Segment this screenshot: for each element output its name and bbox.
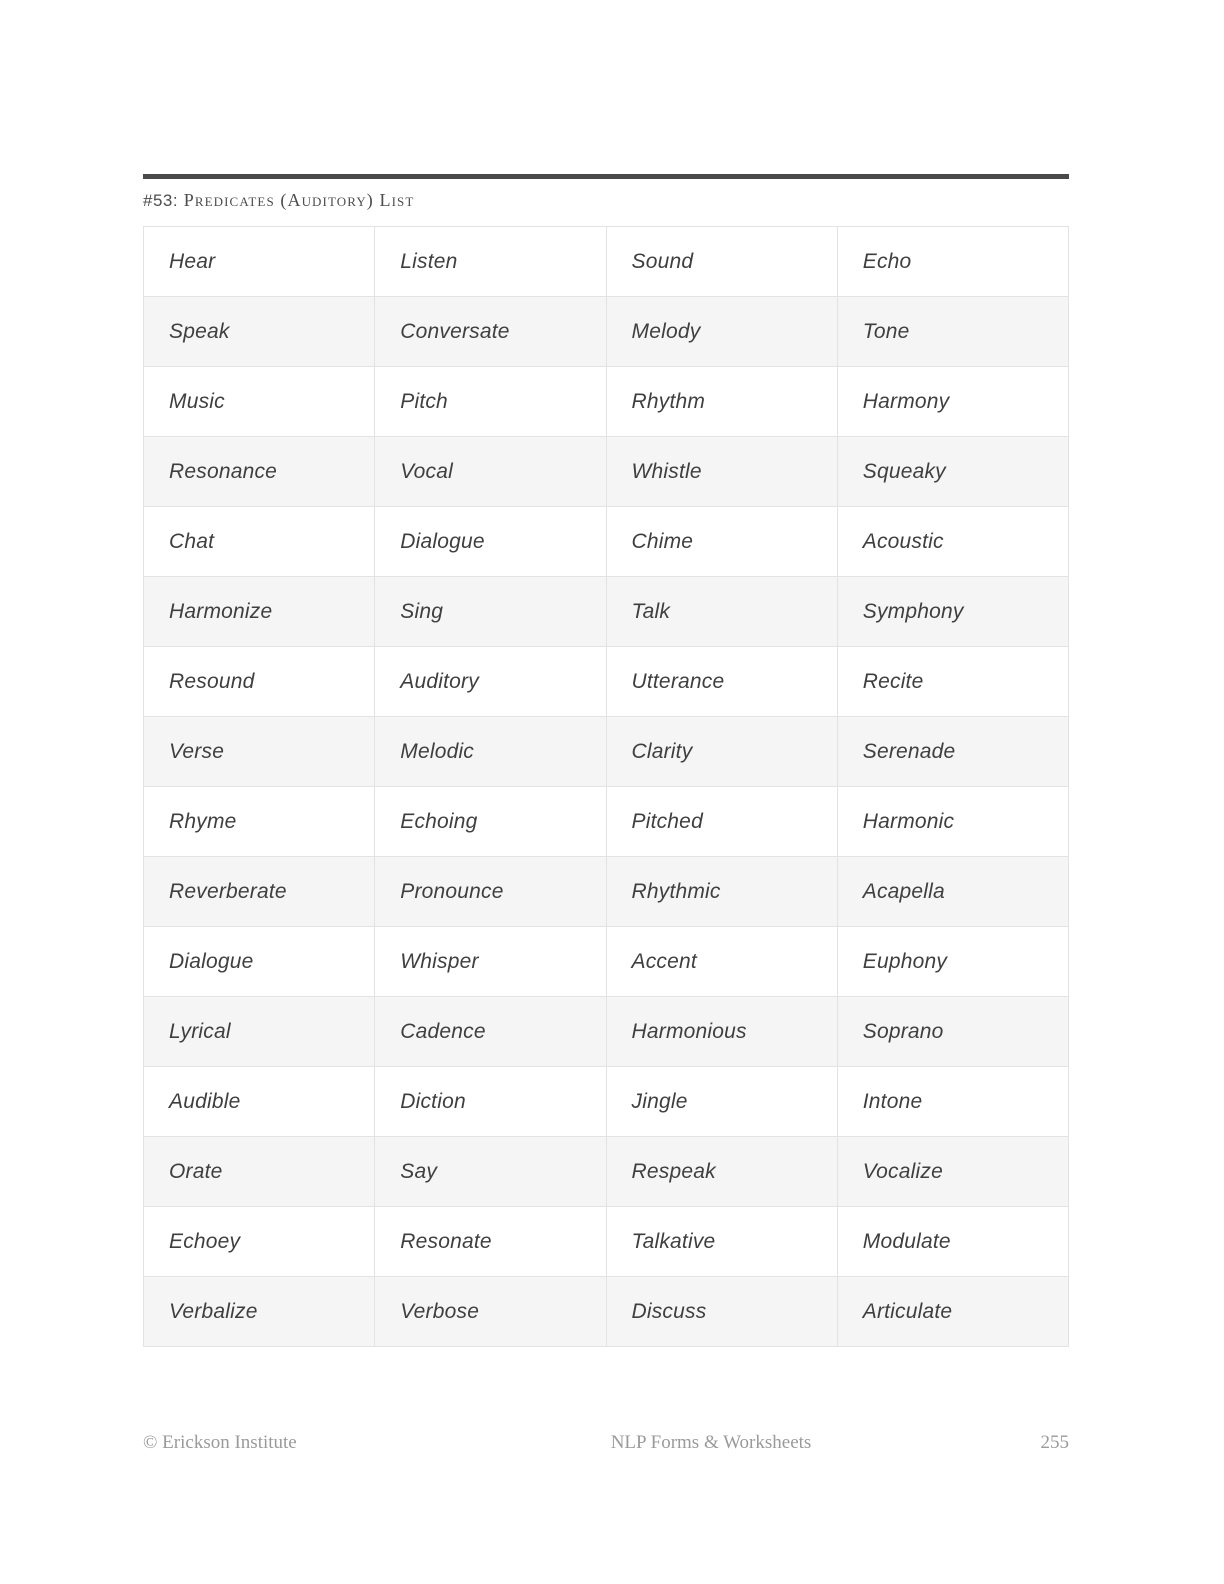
table-cell: Harmonious: [606, 997, 837, 1067]
table-row: [144, 717, 1069, 787]
table-cell: Verbose: [375, 1277, 606, 1347]
table-cell: Hear: [144, 227, 375, 297]
table-cell: Symphony: [837, 577, 1068, 647]
predicates-table: [143, 226, 1069, 1347]
footer-title: NLP Forms & Worksheets: [610, 1432, 812, 1453]
table-row: [144, 577, 1069, 647]
footer-page-number: 255: [1040, 1432, 1069, 1453]
page-title-number: #53:: [143, 191, 179, 210]
table-cell: Acapella: [837, 857, 1068, 927]
table-cell: Harmony: [837, 367, 1068, 437]
table-cell: Dialogue: [144, 927, 375, 997]
table-row: [144, 297, 1069, 367]
table-cell: Reverberate: [144, 857, 375, 927]
table-cell: Echo: [837, 227, 1068, 297]
table-row: [144, 857, 1069, 927]
table-cell: Harmonic: [837, 787, 1068, 857]
table-cell: Sound: [606, 227, 837, 297]
table-row: [144, 507, 1069, 577]
table-cell: Chime: [606, 507, 837, 577]
table-cell: Verbalize: [144, 1277, 375, 1347]
table-cell: Melodic: [375, 717, 606, 787]
table-cell: Resonate: [375, 1207, 606, 1277]
table-cell: Jingle: [606, 1067, 837, 1137]
table-cell: Acoustic: [837, 507, 1068, 577]
table-cell: Echoing: [375, 787, 606, 857]
table-cell: Modulate: [837, 1207, 1068, 1277]
table-row: [144, 437, 1069, 507]
page-title-text: Predicates (Auditory) List: [183, 190, 415, 210]
table-cell: Intone: [837, 1067, 1068, 1137]
table-cell: Squeaky: [837, 437, 1068, 507]
table-cell: Pitch: [375, 367, 606, 437]
table-row: [144, 227, 1069, 297]
table-cell: Speak: [144, 297, 375, 367]
table-cell: Say: [375, 1137, 606, 1207]
table-row: [144, 647, 1069, 717]
table-cell: Resound: [144, 647, 375, 717]
table-cell: Accent: [606, 927, 837, 997]
table-cell: Pronounce: [375, 857, 606, 927]
table-cell: Music: [144, 367, 375, 437]
table-row: [144, 787, 1069, 857]
table-cell: Dialogue: [375, 507, 606, 577]
table-cell: Whistle: [606, 437, 837, 507]
table-cell: Auditory: [375, 647, 606, 717]
table-cell: Tone: [837, 297, 1068, 367]
table-cell: Euphony: [837, 927, 1068, 997]
table-cell: Talk: [606, 577, 837, 647]
table-row: [144, 1137, 1069, 1207]
footer-copyright: © Erickson Institute: [143, 1432, 297, 1453]
table-row: [144, 1207, 1069, 1277]
table-cell: Conversate: [375, 297, 606, 367]
table-cell: Whisper: [375, 927, 606, 997]
table-cell: Serenade: [837, 717, 1068, 787]
table-cell: Melody: [606, 297, 837, 367]
page-title: [143, 190, 1069, 211]
table-cell: Recite: [837, 647, 1068, 717]
predicates-table-body: [144, 227, 1069, 1347]
table-row: [144, 1277, 1069, 1347]
table-cell: Vocal: [375, 437, 606, 507]
table-cell: Cadence: [375, 997, 606, 1067]
header-rule: [143, 174, 1069, 179]
table-cell: Clarity: [606, 717, 837, 787]
table-cell: Lyrical: [144, 997, 375, 1067]
table-cell: Verse: [144, 717, 375, 787]
table-cell: Rhythm: [606, 367, 837, 437]
table-cell: Chat: [144, 507, 375, 577]
table-cell: Orate: [144, 1137, 375, 1207]
table-cell: Resonance: [144, 437, 375, 507]
table-cell: Rhyme: [144, 787, 375, 857]
table-row: [144, 1067, 1069, 1137]
table-cell: Articulate: [837, 1277, 1068, 1347]
table-cell: Diction: [375, 1067, 606, 1137]
table-cell: Discuss: [606, 1277, 837, 1347]
table-cell: Talkative: [606, 1207, 837, 1277]
table-cell: Pitched: [606, 787, 837, 857]
table-cell: Audible: [144, 1067, 375, 1137]
table-row: [144, 997, 1069, 1067]
table-cell: Vocalize: [837, 1137, 1068, 1207]
document-body: [143, 174, 1069, 1347]
page-footer: [143, 1432, 1069, 1454]
table-row: [144, 367, 1069, 437]
table-cell: Respeak: [606, 1137, 837, 1207]
table-cell: Echoey: [144, 1207, 375, 1277]
table-cell: Rhythmic: [606, 857, 837, 927]
table-cell: Harmonize: [144, 577, 375, 647]
table-cell: Soprano: [837, 997, 1068, 1067]
table-row: [144, 927, 1069, 997]
table-cell: Listen: [375, 227, 606, 297]
table-cell: Utterance: [606, 647, 837, 717]
table-cell: Sing: [375, 577, 606, 647]
